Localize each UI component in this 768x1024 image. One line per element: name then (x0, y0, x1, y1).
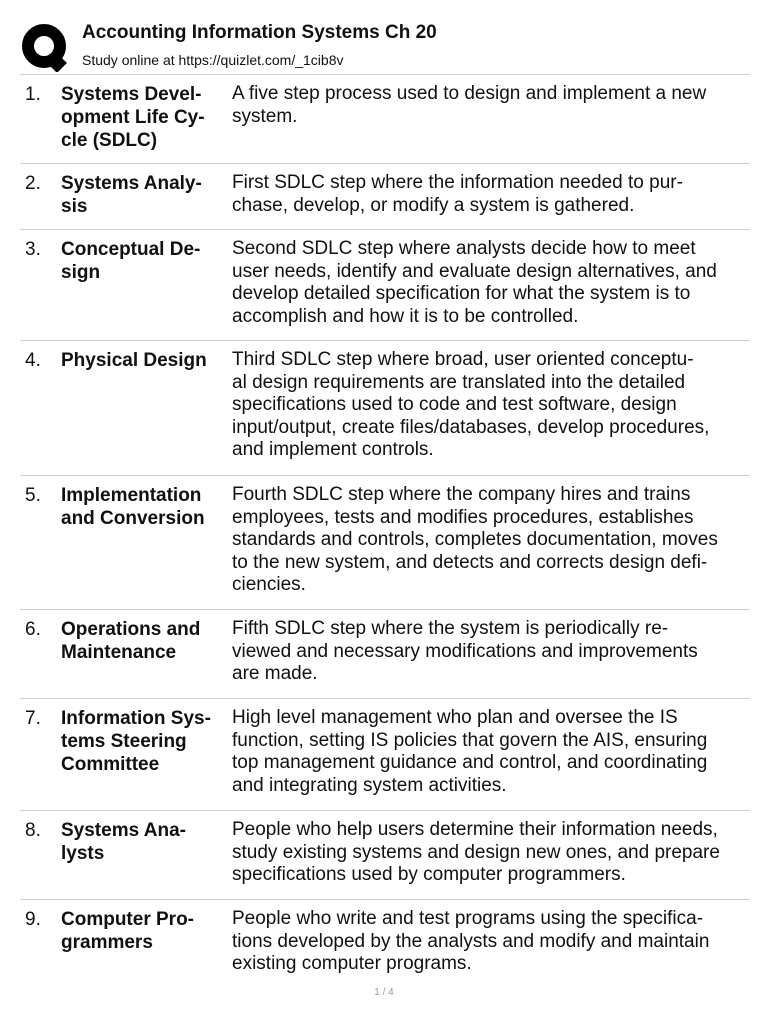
term: Systems Ana- lysts (61, 820, 186, 864)
page-number: 1 / 4 (374, 987, 394, 998)
item-number: 1. (25, 84, 41, 105)
quizlet-logo-icon (20, 22, 70, 72)
flashcard-row (20, 908, 750, 978)
flashcard-row (20, 618, 750, 699)
term: Physical Design (61, 350, 207, 371)
term: Computer Pro- grammers (61, 909, 194, 953)
flashcard-row (20, 819, 750, 900)
term: Systems Devel- opment Life Cy- cle (SDLC) (61, 84, 205, 151)
definition: Fourth SDLC step where the company hires and trains employees, tests and modifies procedures, establishes standards and controls, completes documentation, moves to the new system, and detects and corrects design defi- ciencies. (232, 484, 718, 595)
definition: High level management who plan and oversee the IS function, setting IS policies that govern the AIS, ensuring top management guidance and control, and coordinating and integrating system activities. (232, 707, 708, 796)
term: Operations and Maintenance (61, 619, 201, 663)
item-number: 8. (25, 820, 41, 841)
term: Implementation and Conversion (61, 485, 205, 529)
flashcard-row (20, 238, 750, 341)
flashcard-row (20, 172, 750, 230)
item-number: 2. (25, 173, 41, 194)
term: Information Sys- tems Steering Committee (61, 708, 211, 775)
term: Conceptual De- sign (61, 239, 201, 283)
definition: People who help users determine their information needs, study existing systems and design new ones, and prepare specifications used by computer programmers. (232, 819, 720, 885)
term: Systems Analy- sis (61, 173, 202, 217)
flashcard-row (20, 83, 750, 164)
study-link[interactable]: Study online at https://quizlet.com/_1cib8v (82, 52, 344, 68)
definition: First SDLC step where the information needed to pur- chase, develop, or modify a system is gathered. (232, 172, 683, 216)
definition: Third SDLC step where broad, user oriented conceptu- al design requirements are translated into the detailed specifications used to code and test software, design input/output, create files/databases, develop procedures, and implement controls. (232, 349, 710, 460)
flashcard-row (20, 484, 750, 610)
definition: People who write and test programs using the specifica- tions developed by the analysts and modify and maintain existing computer programs. (232, 908, 710, 974)
item-number: 9. (25, 909, 41, 930)
item-number: 6. (25, 619, 41, 640)
flashcard-row (20, 707, 750, 811)
flashcard-row (20, 349, 750, 476)
item-number: 4. (25, 350, 41, 371)
definition: A five step process used to design and implement a new system. (232, 83, 707, 127)
page-header (20, 18, 750, 74)
definition: Second SDLC step where analysts decide how to meet user needs, identify and evaluate design alternatives, and develop detailed specification for what the system is to accomplish and how it is to be controlled. (232, 238, 717, 327)
page-title: Accounting Information Systems Ch 20 (82, 22, 437, 43)
item-number: 3. (25, 239, 41, 260)
item-number: 7. (25, 708, 41, 729)
definition: Fifth SDLC step where the system is periodically re- viewed and necessary modifications and improvements are made. (232, 618, 698, 684)
header-divider (20, 74, 750, 75)
item-number: 5. (25, 485, 41, 506)
